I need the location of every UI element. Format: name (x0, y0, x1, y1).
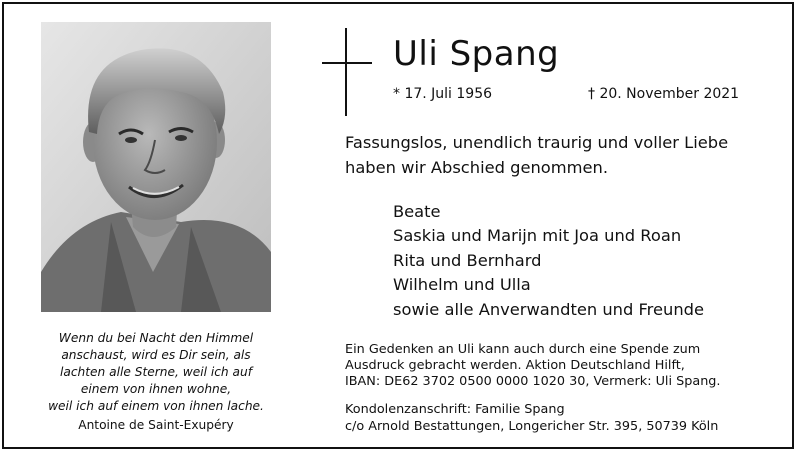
quote-author: Antoine de Saint-Exupéry (78, 418, 234, 432)
intro-line: Fassungslos, unendlich traurig und voller Liebe (345, 133, 729, 152)
quote-text (18, 330, 294, 415)
family-member: Rita und Bernhard (393, 250, 542, 270)
cross-icon (322, 28, 372, 116)
deceased-name: Uli Spang (393, 34, 560, 74)
donation-line: Ausdruck gebracht werden. Aktion Deutschland Hilft, (345, 358, 685, 373)
donation-note (345, 342, 785, 390)
donation-line: Ein Gedenken an Uli kann auch durch eine Spende zum (345, 342, 701, 357)
quote-line: anschaust, wird es Dir sein, als (61, 348, 251, 362)
death-date: † 20. November 2021 (588, 86, 740, 102)
intro-line: haben wir Abschied genommen. (345, 158, 608, 177)
quote-line: einem von ihnen wohne, (80, 382, 232, 396)
quote-line: lachten alle Sterne, weil ich auf (59, 365, 253, 379)
family-member: Saskia und Marijn mit Joa und Roan (393, 226, 682, 246)
family-member: Beate (393, 202, 441, 221)
quote-line: Wenn du bei Nacht den Himmel (58, 331, 254, 345)
condolence-line: Kondolenzanschrift: Familie Spang (345, 402, 565, 417)
birth-date: * 17. Juli 1956 (393, 86, 493, 102)
intro-text (345, 130, 785, 180)
family-member: Wilhelm und Ulla (393, 275, 531, 295)
portrait-photo (41, 22, 271, 312)
donation-line: IBAN: DE62 3702 0500 0000 1020 30, Vermerk: Uli Spang. (345, 374, 721, 389)
family-list (393, 200, 704, 322)
quote-line: weil ich auf einem von ihnen lache. (48, 399, 264, 413)
condolence-line: c/o Arnold Bestattungen, Longericher Str. 395, 50739 Köln (345, 418, 719, 434)
condolence-address (345, 402, 785, 435)
family-member: sowie alle Anverwandten und Freunde (393, 299, 705, 319)
